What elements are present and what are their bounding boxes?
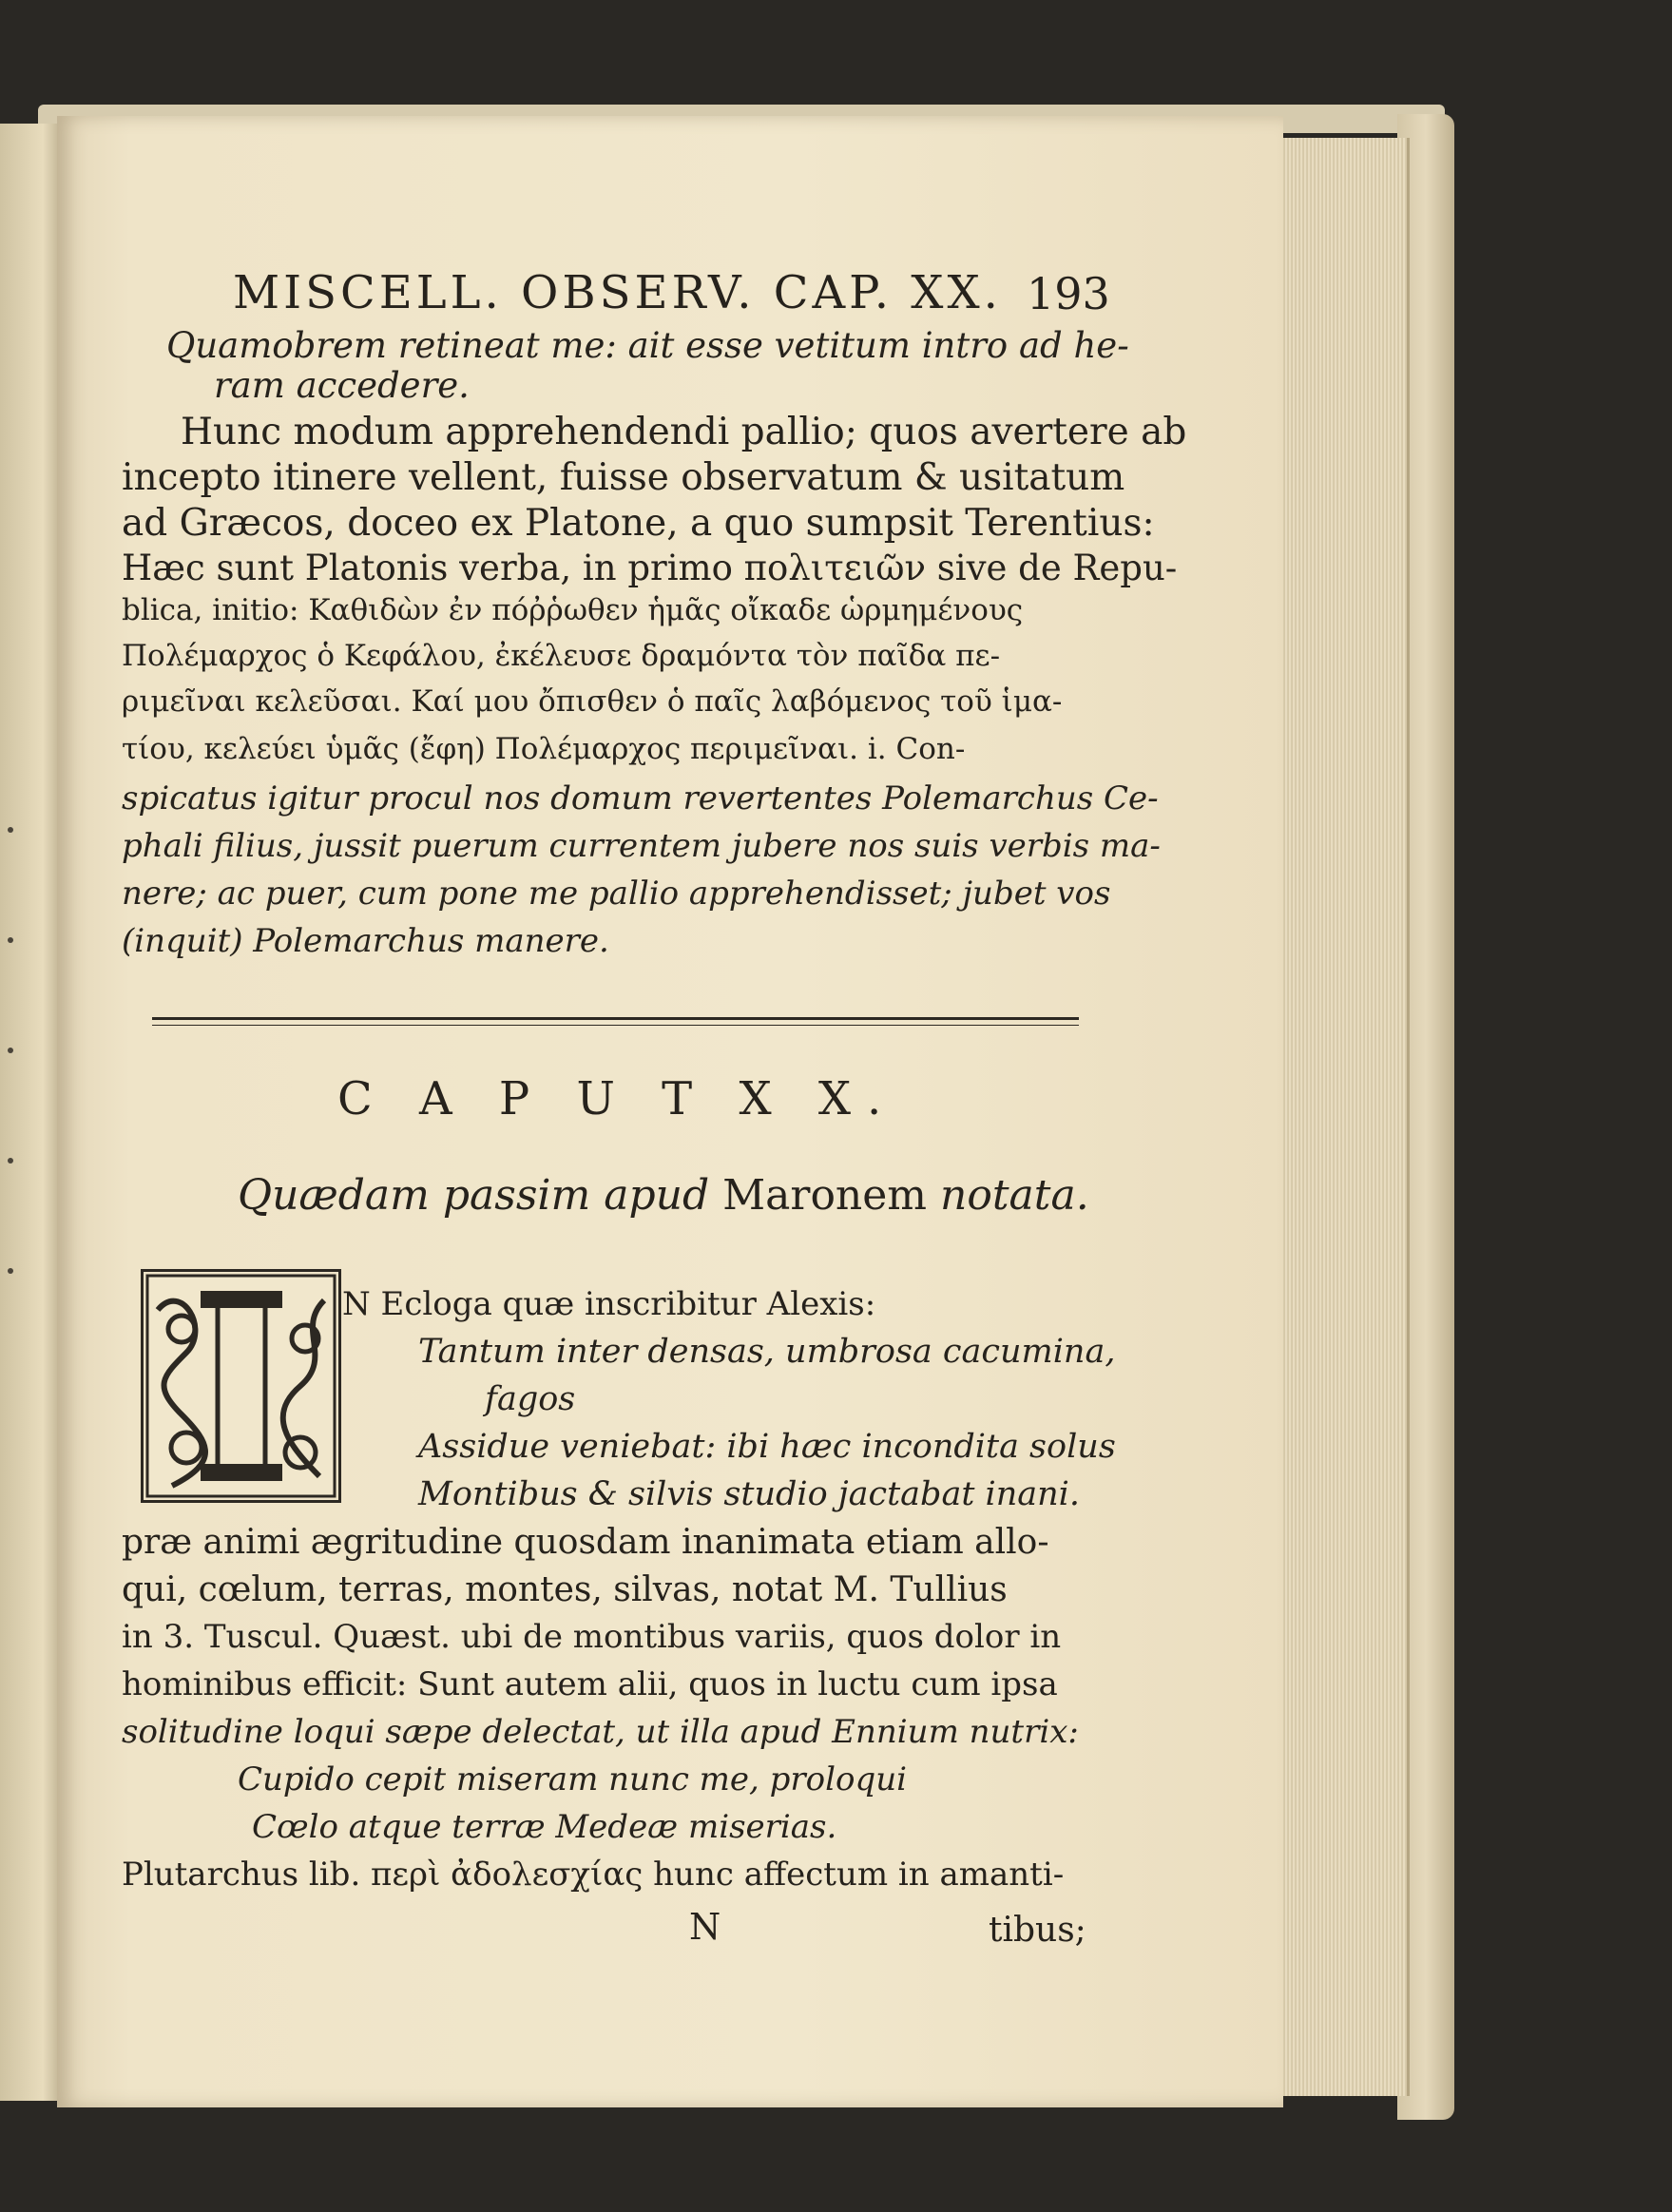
text-line: solitudine loqui sæpe delectat, ut illa apud Ennium nutrix: [122,1713,1079,1751]
text-line: blica, initio: Καθιδὼν ἐν πόῤῥωθεν ἡμᾶς οἴκαδε ὡρμημένους [122,593,1024,627]
text-line: phali filius, jussit puerum currentem jubere nos suis verbis ma- [122,827,1161,865]
text-line: τίου, κελεύει ὑμᾶς (ἔφη) Πολέμαρχος περιμεῖναι. i. Con- [122,732,966,766]
section-rule [152,1017,1079,1020]
verse-line: Assidue veniebat: ibi hæc incondita solus [418,1428,1116,1466]
text-line: Quamobrem retineat me: ait esse vetitum intro ad he- [166,325,1129,366]
subtitle-name: Maronem [722,1171,928,1220]
text-line: Πολέμαρχος ὁ Κεφάλου, ἐκέλευσε δραμόντα τὸν παῖδα πε- [122,639,1001,673]
text-line: ριμεῖναι κελεῦσαι. Καί μου ὄπισθεν ὁ παῖς λαβόμενος τοῦ ἱμα- [122,684,1063,719]
floral-ornament [144,1272,338,1500]
text-line: qui, cœlum, terras, montes, silvas, notat M. Tullius [122,1570,1008,1609]
signature-mark: N [689,1906,721,1948]
left-page-marks [8,827,17,1397]
chapter-heading: C A P U T X X. [337,1072,898,1125]
page-number: 193 [1027,268,1110,319]
text-line: Hunc modum apprehendendi pallio; quos avertere ab [181,411,1187,453]
page-stack-edges [1274,138,1410,2096]
verse-line: Montibus & silvis studio jactabat inani. [418,1475,1080,1513]
text-line: spicatus igitur procul nos domum revertentes Polemarchus Ce- [122,779,1159,817]
decorated-initial [141,1269,341,1503]
verse-line: Cupido cepit miseram nunc me, proloqui [238,1760,908,1798]
catchword: tibus; [989,1911,1086,1950]
text-line: præ animi ægritudine quosdam inanimata etiam allo- [122,1523,1049,1562]
text-line: nere; ac puer, cum pone me pallio apprehendisset; jubet vos [122,875,1111,913]
chapter-subtitle [238,1171,1089,1220]
verse-line: Cœlo atque terræ Medeæ miserias. [252,1808,837,1846]
text-line: Hæc sunt Platonis verba, in primo πολιτειῶν sive de Repu- [122,548,1178,588]
subtitle-part: Quædam passim apud [238,1171,710,1220]
text-line: (inquit) Polemarchus manere. [122,922,609,960]
section-rule-thin [152,1025,1079,1026]
text-line: ram accedere. [214,365,470,406]
text-line: ad Græcos, doceo ex Platone, a quo sumpsit Terentius: [122,502,1155,545]
text-line: in 3. Tuscul. Quæst. ubi de montibus variis, quos dolor in [122,1618,1062,1656]
verse-line: Tantum inter densas, umbrosa cacumina, [418,1333,1116,1371]
text-line: incepto itinere vellent, fuisse observatum & usitatum [122,456,1125,499]
text-line: Plutarchus lib. περὶ ἀδολεσχίας hunc affectum in amanti- [122,1856,1065,1894]
text-line: hominibus efficit: Sunt autem alii, quos in luctu cum ipsa [122,1665,1058,1703]
verse-line: fagos [485,1380,576,1418]
subtitle-part: notata. [940,1171,1089,1220]
text-line: N Ecloga quæ inscribitur Alexis: [342,1285,876,1323]
running-header: MISCELL. OBSERV. CAP. XX. [233,266,1002,319]
